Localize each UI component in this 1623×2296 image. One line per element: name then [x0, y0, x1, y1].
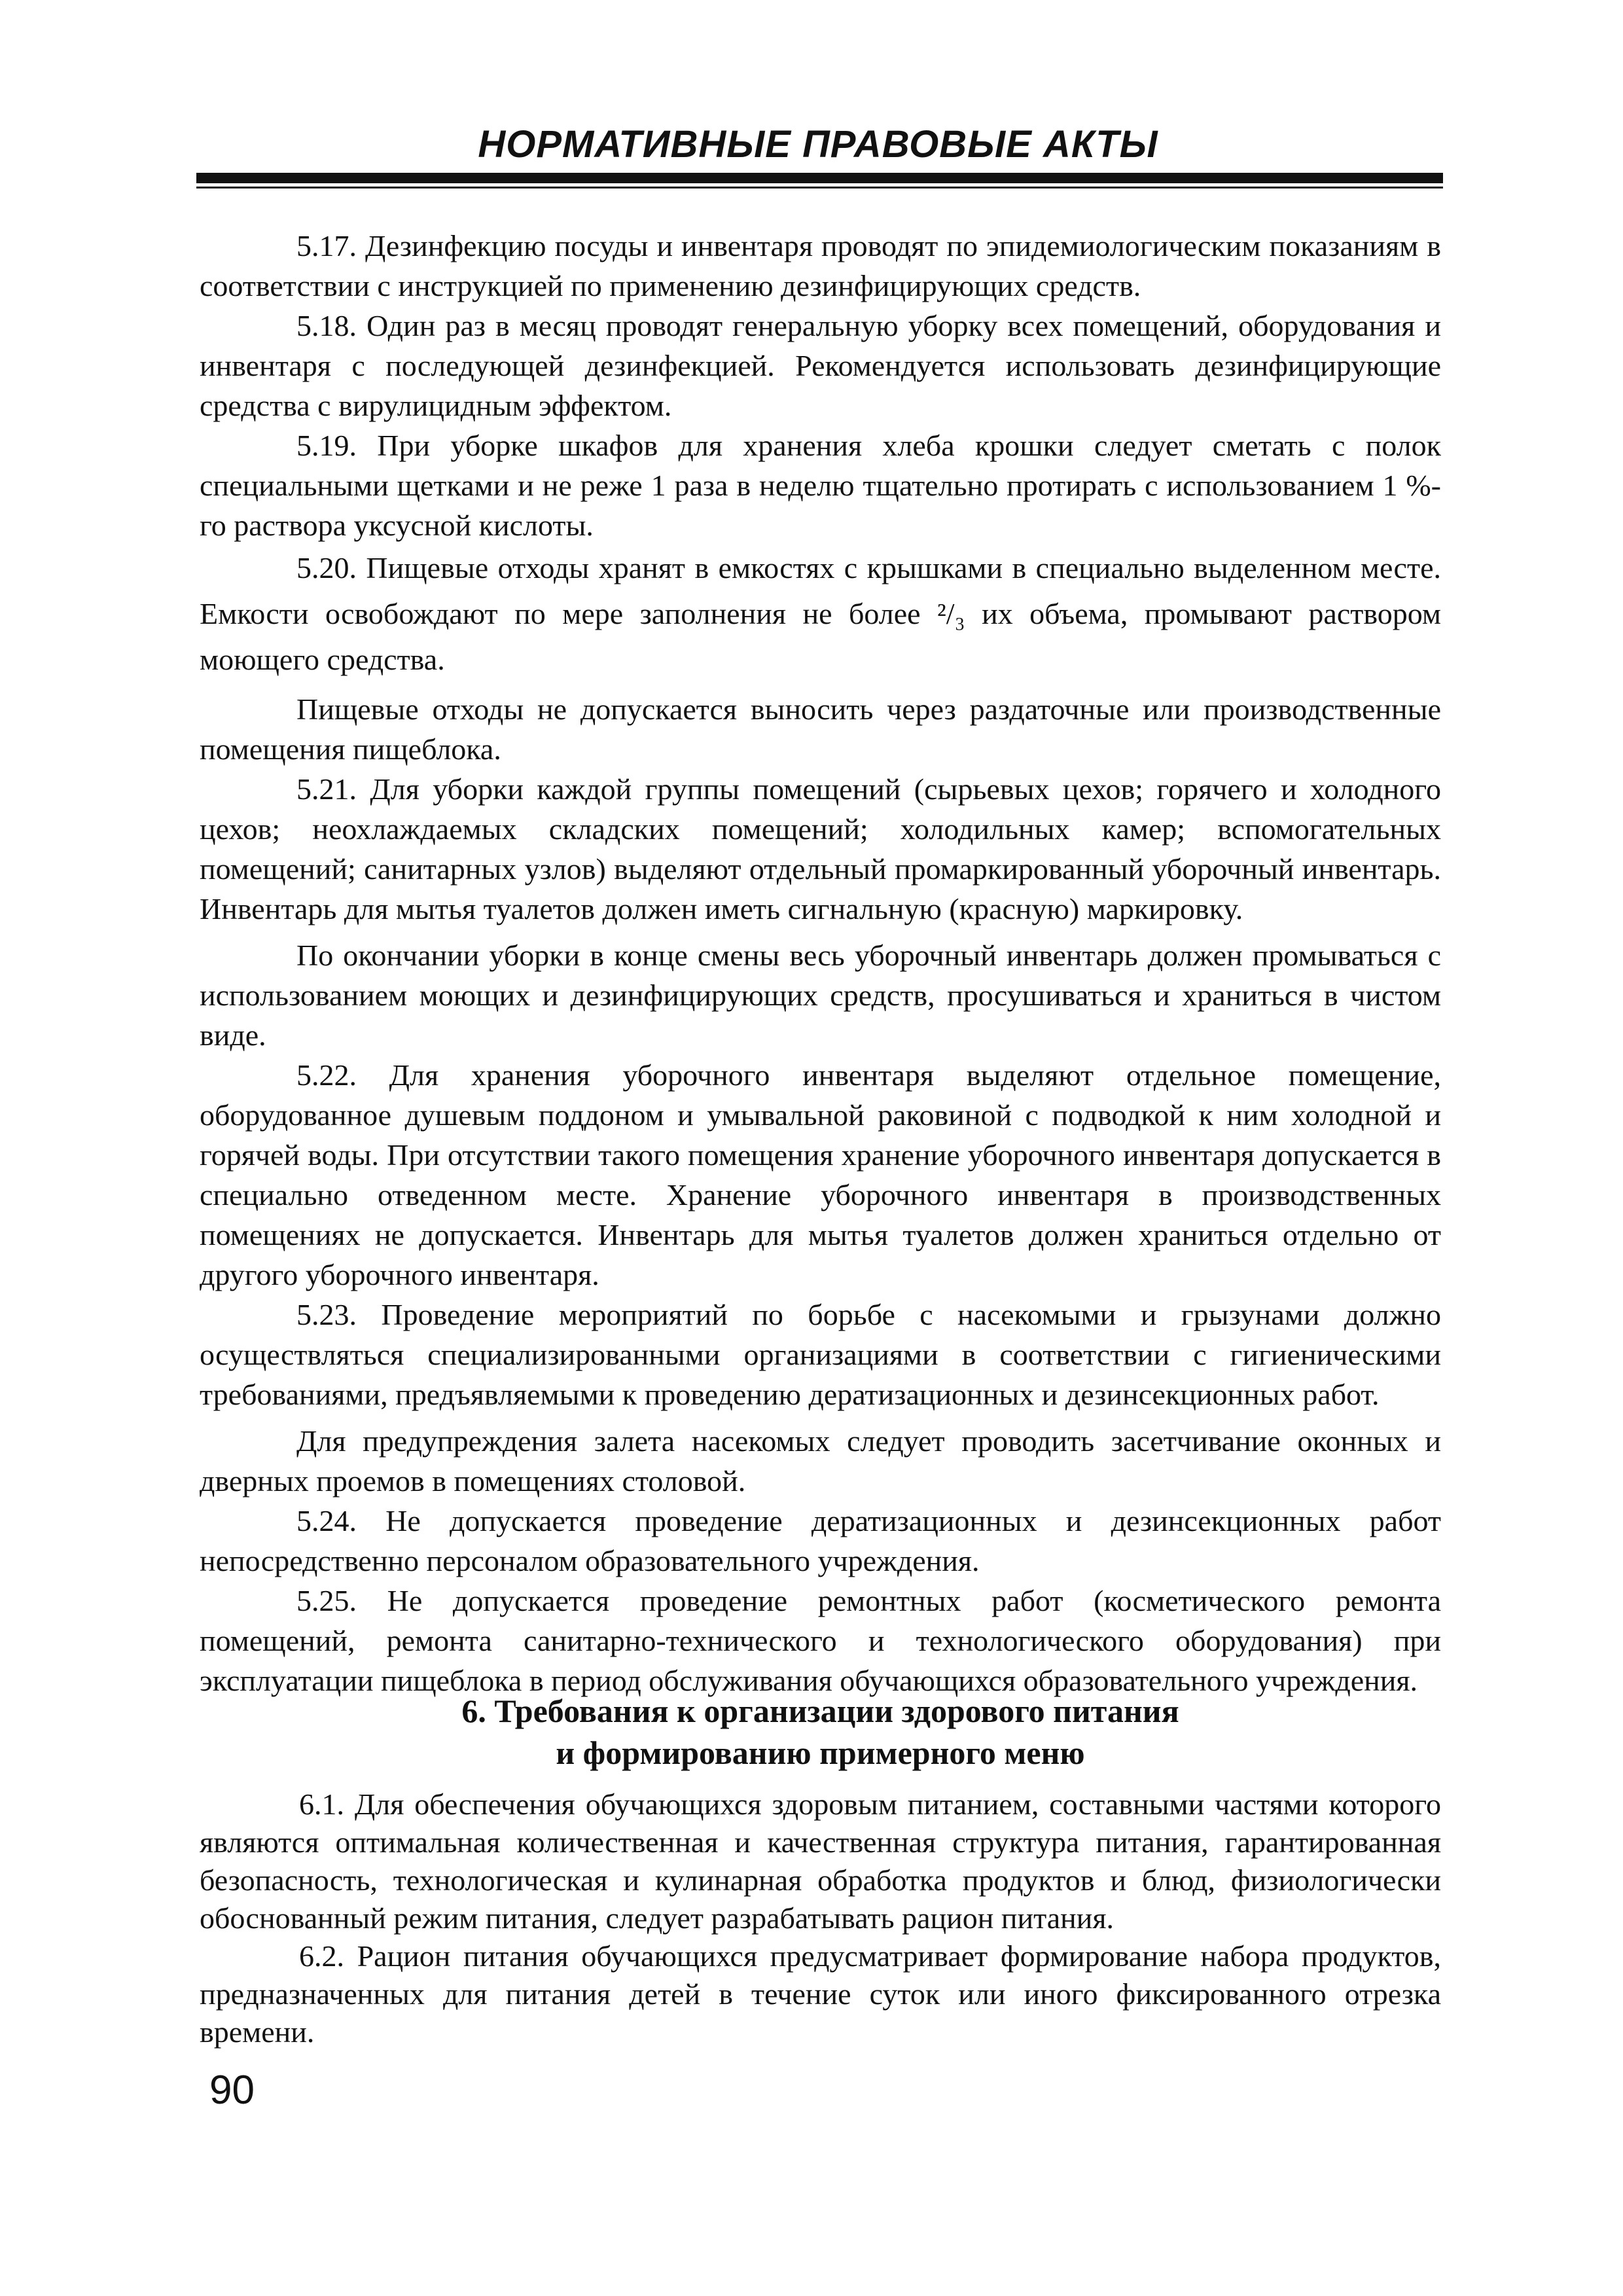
section-6-heading — [200, 1690, 1441, 1774]
running-header-title: НОРМАТИВНЫЕ ПРАВОВЫЕ АКТЫ — [478, 123, 1158, 166]
paragraph-insects: Для предупреждения залета насекомых следует проводить засетчивание оконных и дверных проемов в помещениях столовой. — [200, 1424, 1441, 1498]
section-heading-line-2: и формированию примерного меню — [556, 1734, 1085, 1771]
body-text — [200, 226, 1441, 1700]
paragraph-food-waste: Пищевые отходы не допускается выносить через раздаточные или производственные помещения пищеблока. — [200, 692, 1441, 766]
paragraph-5-23: 5.23. Проведение мероприятий по борьбе с насекомыми и грызунами должно осуществляться специализированными организациями в соответствии с гигиеническими требованиями, предъявляемыми к проведению дератизационных и дезинсекционных работ. — [200, 1298, 1441, 1411]
paragraph-5-25: 5.25. Не допускается проведение ремонтных работ (косметического ремонта помещений, ремонта санитарно-технического и технологического оборудования) при эксплуатации пищеблока в период обслуживания обучающихся образовательного учреждения. — [200, 1584, 1441, 1697]
section-6-body — [200, 1785, 1441, 2051]
paragraph-5-17: 5.17. Дезинфекцию посуды и инвентаря проводят по эпидемиологическим показаниям в соответствии с инструкцией по применению дезинфицирующих средств. — [200, 229, 1441, 302]
paragraph-5-24: 5.24. Не допускается проведение дератизационных и дезинсекционных работ непосредственно персоналом образовательного учреждения. — [200, 1504, 1441, 1577]
page-number: 90 — [209, 2068, 255, 2113]
paragraph-5-19: 5.19. При уборке шкафов для хранения хлеба крошки следует сметать с полок специальными щетками и не реже 1 раза в неделю тщательно протирать с использованием 1 %-го раствора уксусной кислоты. — [200, 429, 1441, 542]
paragraph-5-18: 5.18. Один раз в месяц проводят генеральную уборку всех помещений, оборудования и инвентаря с последующей дезинфекцией. Рекомендуется использовать дезинфицирующие средства с вирулицидным эффектом. — [200, 309, 1441, 422]
paragraph-5-21: 5.21. Для уборки каждой группы помещений (сырьевых цехов; горячего и холодного цехов; неохлаждаемых складских помещений; холодильных камер; вспомогательных помещений; санитарных узлов) выделяют отдельный промаркированный уборочный инвентарь. Инвентарь для мытья туалетов должен иметь сигнальную (красную) маркировку. — [200, 772, 1441, 925]
paragraph-6-1: 6.1. Для обеспечения обучающихся здоровым питанием, составными частями которого являются оптимальная количественная и качественная структура питания, гарантированная безопасность, технологическая и кулинарная обработка продуктов и блюд, физиологически обоснованный режим питания, следует разрабатывать рацион питания. — [200, 1787, 1441, 1935]
header-rule — [196, 173, 1443, 183]
section-heading-line-1: 6. Требования к организации здорового питания — [461, 1693, 1179, 1729]
paragraph-6-2: 6.2. Рацион питания обучающихся предусматривает формирование набора продуктов, предназначенных для питания детей в течение суток или иного фиксированного отрезка времени. — [200, 1939, 1441, 2049]
header-rule-thin — [196, 187, 1443, 188]
paragraph-5-22: 5.22. Для хранения уборочного инвентаря выделяют отдельное помещение, оборудованное душевым поддоном и умывальной раковиной с подводкой к ним холодной и горячей воды. При отсутствии такого помещения хранение уборочного инвентаря допускается в специально отведенном месте. Хранение уборочного инвентаря в производственных помещениях не допускается. Инвентарь для мытья туалетов должен храниться отдельно от другого уборочного инвентаря. — [200, 1058, 1441, 1291]
paragraph-5-20: 5.20. Пищевые отходы хранят в емкостях с крышками в специально выделенном месте. Емкости освобождают по мере заполнения не более ²/₃ их объема, промывают раствором моющего средства. — [200, 551, 1441, 676]
paragraph-after-cleaning: По окончании уборки в конце смены весь уборочный инвентарь должен промываться с использованием моющих и дезинфицирующих средств, просушиваться и храниться в чистом виде. — [200, 939, 1441, 1052]
